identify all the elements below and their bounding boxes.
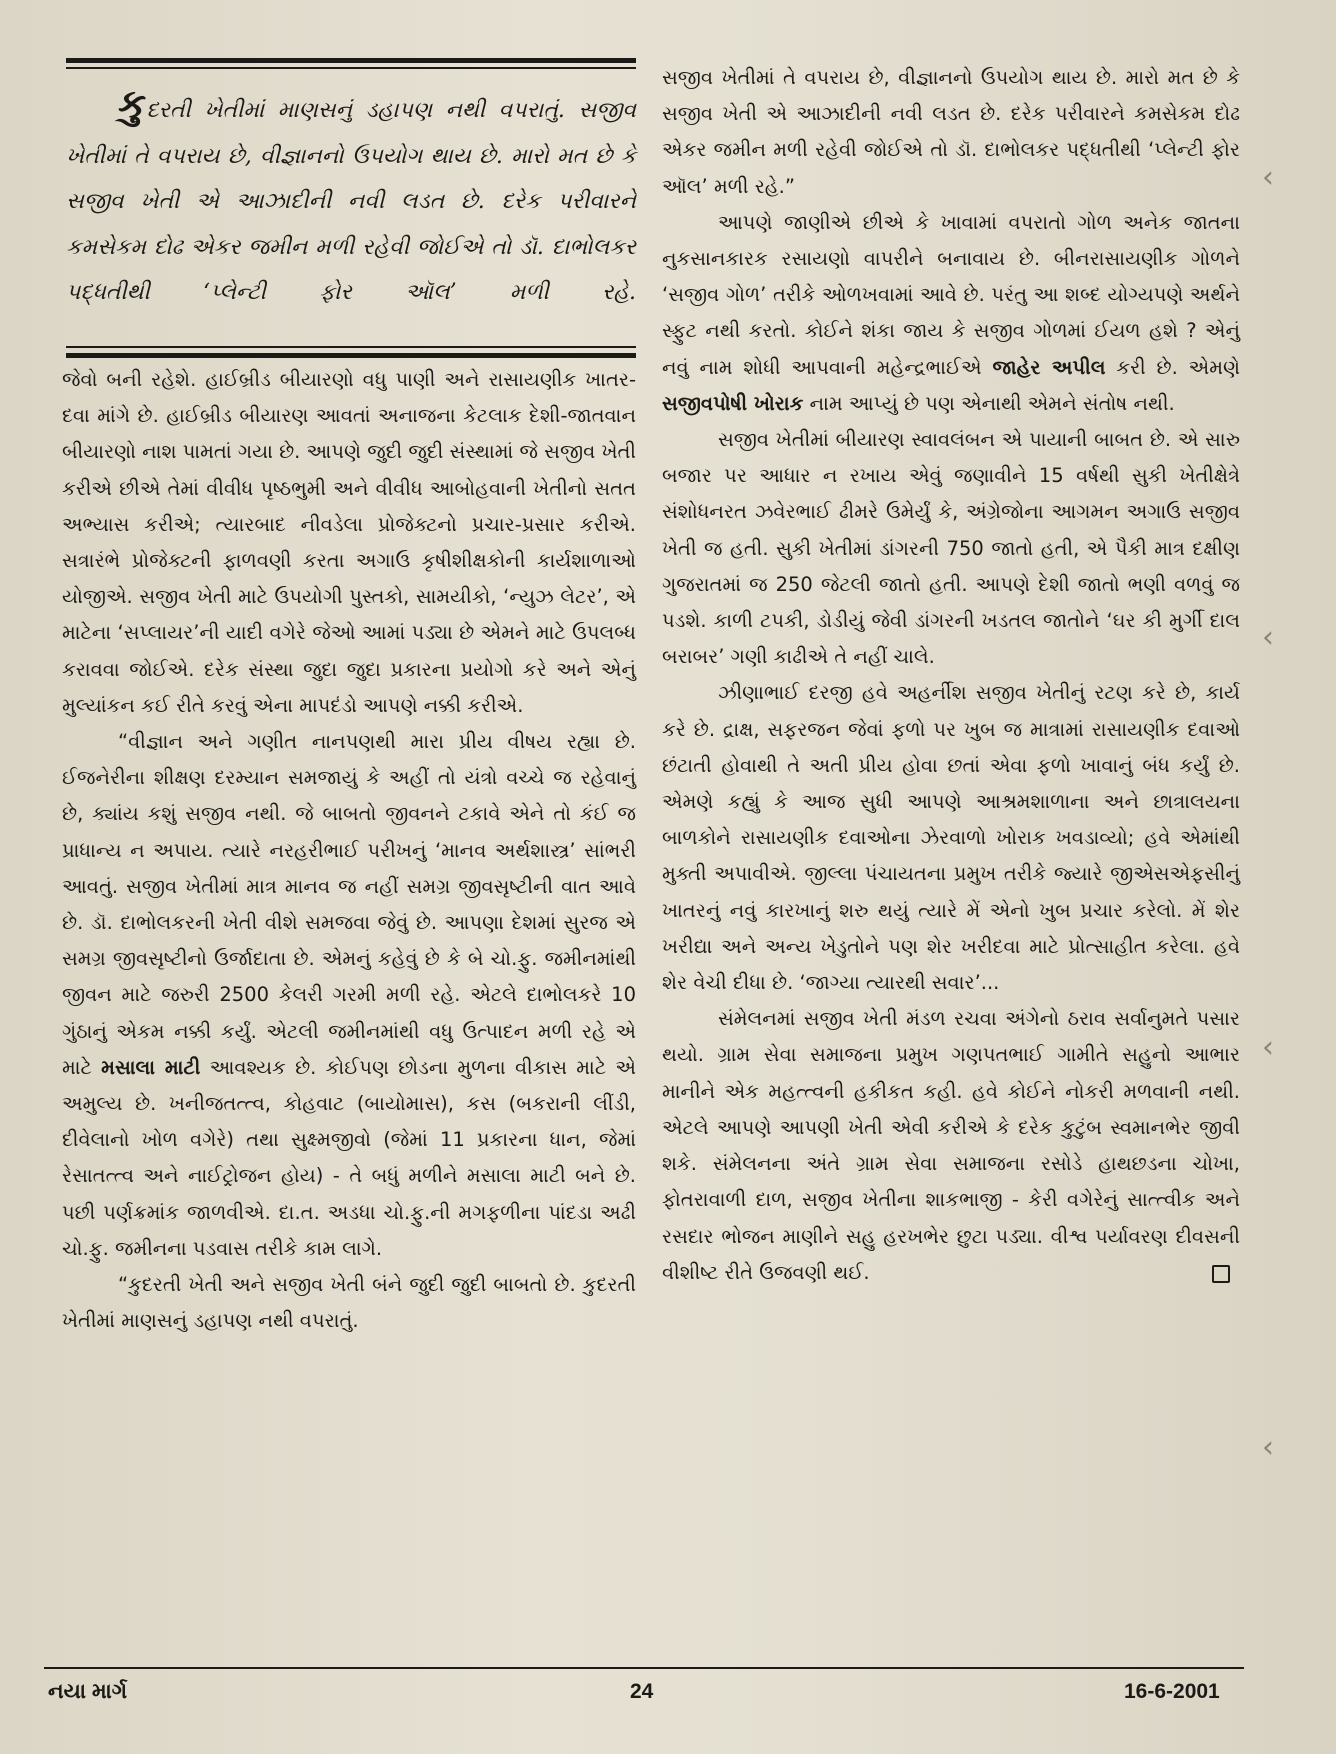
punch-hole-mark-icon: ‹ (1262, 1430, 1274, 1465)
text-run: કરી છે. એમણે (1116, 355, 1240, 379)
pull-quote-bottom-rule (66, 353, 636, 358)
text-run: આવશ્યક છે. કોઈપણ છોડના મુળના વીકાસ માટે એ અમુલ્ય છે. ખનીજતત્ત્વ, કોહવાટ (બાયોમાસ), કસ (બકરાની લીંડી, દીવેલાનો ખોળ વગેરે) તથા સુક્ષ્મજીવો (જેમાં 11 પ્રકારના ધાન, જેમાં રેસાતત્ત્વ અને નાઈટ્રોજન હોય) - તે બધું મળીને મસાલા માટી બને છે. પછી પર્ણક્રમાંક જાળવીએ. દા.ત. અડધા ચો.ફુ.ની મગફળીના પાંદડા અઢી ચો.ફુ. જમીનના પડવાસ તરીકે કામ લાગે. (62, 1055, 637, 1260)
bold-term: જાહેર અપીલ (992, 355, 1106, 379)
footer-rule (44, 1667, 1244, 1669)
pull-quote-bottom-rule-thin (66, 346, 636, 348)
magazine-name: નયા માર્ગ (48, 1680, 128, 1703)
bold-term: મસાલા માટી (101, 1055, 201, 1079)
text-run: નામ આપ્યું છે પણ એનાથી એમને સંતોષ નથી. (809, 391, 1175, 415)
paragraph: ઝીણાભાઈ દરજી હવે અહર્નીશ સજીવ ખેતીનું રટણ કરે છે, કાર્ય કરે છે. દ્રાક્ષ, સફરજન જેવાં ફળો પર ખુબ જ માત્રામાં રાસાયણીક દવાઓ છંટાતી હોવાથી તે અતી પ્રીય હોવા છતાં એવા ફળો ખાવાનું બંધ કર્યું છે. એમણે કહ્યું કે આજ સુધી આપણે આશ્રમશાળાના અને છાત્રાલયના બાળકોને રાસાયણીક દવાઓના ઝેરવાળો ખોરાક ખવડાવ્યો; હવે એમાંથી મુક્તી અપાવીએ. જીલ્લા પંચાયતના પ્રમુખ તરીકે જ્યારે જીએસએફસીનું ખાતરનું નવું કારખાનું શરુ થયું ત્યારે મેં એનો ખુબ પ્રચાર કરેલો. મેં શેર ખરીદ્યા અને અન્ય ખેડુતોને પણ શેર ખરીદવા માટે પ્રોત્સાહીત કરેલા. હવે શેર વેચી દીધા છે. ‘જાગ્યા ત્યારથી સવાર’... (662, 681, 1240, 995)
drop-cap: કુ (118, 80, 147, 127)
punch-hole-mark-icon: ‹ (1262, 620, 1274, 655)
paragraph (662, 205, 1240, 422)
bold-term: સજીવપોષી ખોરાક (662, 391, 804, 415)
pull-quote-top-rule-thin (66, 67, 636, 69)
issue-date: 16-6-2001 (1124, 1680, 1220, 1703)
pull-quote-top-rule (66, 58, 636, 63)
paragraph (62, 724, 636, 1267)
text-run: આપણે જાણીએ છીએ કે ખાવામાં વપરાતો ગોળ અનેક જાતના નુકસાનકારક રસાયણો વાપરીને બનાવાય છે. બીનરાસાયણીક ગોળને ‘સજીવ ગોળ’ તરીકે ઓળખવામાં આવે છે. પરંતુ આ શબ્દ યોગ્યપણે અર્થને સ્ફુટ નથી કરતો. કોઈને શંકા જાય કે સજીવ ગોળમાં ઈયળ હશે ? એનું નવું નામ શોધી આપવાની મહેન્દ્રભાઈએ (662, 210, 1240, 379)
right-column (662, 60, 1240, 1291)
paragraph: જેવો બની રહેશે. હાઈબ્રીડ બીયારણો વધુ પાણી અને રાસાયણીક ખાતર-દવા માંગે છે. હાઈબ્રીડ બીયારણ આવતાં અનાજના કેટલાક દેશી-જાતવાન બીયારણો નાશ પામતાં ગયા છે. આપણે જુદી જુદી સંસ્થામાં જે સજીવ ખેતી કરીએ છીએ તેમાં વીવીધ પૃષ્ઠભુમી અને વીવીધ આબોહવાની ખેતીનો સતત અભ્યાસ કરીએ; ત્યારબાદ નીવડેલા પ્રોજેક્ટનો પ્રચાર-પ્રસાર કરીએ. સત્રારંભે પ્રોજેક્ટની ફાળવણી કરતા અગાઉ કૃષીશીક્ષકોની કાર્યશાળાઓ યોજીએ. સજીવ ખેતી માટે ઉપયોગી પુસ્તકો, સામયીકો, ‘ન્યુઝ લેટર’, એ માટેના ‘સપ્લાયર’ની યાદી વગેરે જેઓ આમાં પડ્યા છે એમને માટે ઉપલબ્ધ કરાવવા જોઈએ. દરેક સંસ્થા જુદા જુદા પ્રકારના પ્રયોગો કરે અને એનું મુલ્યાંકન કઈ રીતે કરવું એના માપદંડો આપણે નક્કી કરીએ. (62, 368, 636, 717)
text-run: “વીજ્ઞાન અને ગણીત નાનપણથી મારા પ્રીય વીષય રહ્યા છે. ઈજનેરીના શીક્ષણ દરમ્યાન સમજાયું કે અહીં તો યંત્રો વચ્ચે જ રહેવાનું છે, ક્યાંય કશું સજીવ નથી. જે બાબતો જીવનને ટકાવે એને તો કંઈ જ પ્રાધાન્ય ન અપાય. ત્યારે નરહરીભાઈ પરીખનું ‘માનવ અર્થશાસ્ત્ર’ સાંભરી આવતું. સજીવ ખેતીમાં માત્ર માનવ જ નહીં સમગ્ર જીવસૃષ્ટીની વાત આવે છે. ડૉ. દાભોલકરની ખેતી વીશે સમજવા જેવું છે. આપણા દેશમાં સુરજ એ સમગ્ર જીવસૃષ્ટીનો ઉર્જાદાતા છે. એમનું કહેવું છે કે બે ચો.ફુ. જમીનમાંથી જીવન માટે જરુરી 2500 કેલરી ગરમી મળી રહે. એટલે દાભોલકરે 10 ગુંઠાનું એકમ નક્કી કર્યું. એટલી જમીનમાંથી વધુ ઉત્પાદન મળી રહે એ માટે (62, 730, 636, 1079)
page-number: 24 (630, 1680, 654, 1703)
end-of-article-icon (1212, 1265, 1230, 1283)
paragraph: સજીવ ખેતીમાં તે વપરાય છે, વીજ્ઞાનનો ઉપયોગ થાય છે. મારો મત છે કે સજીવ ખેતી એ આઝાદીની નવી લડત છે. દરેક પરીવારને કમસેકમ દોઢ એકર જમીન મળી રહેવી જોઈએ તો ડૉ. દાભોલકર પદ્ધતીથી ‘પ્લેન્ટી ફોર ઑલ’ મળી રહે.” (662, 66, 1240, 198)
paragraph (662, 1001, 1240, 1291)
pull-quote-body: દરતી ખેતીમાં માણસનું ડહાપણ નથી વપરાતું. સજીવ ખેતીમાં તે વપરાય છે, વીજ્ઞાનનો ઉપયોગ થાય છે. મારો મત છે કે સજીવ ખેતી એ આઝાદીની નવી લડત છે. દરેક પરીવારને કમસેકમ દોઢ એકર જમીન મળી રહેવી જોઈએ તો ડૉ. દાભોલકર પદ્ધતીથી ‘પ્લેન્ટી ફોર ઑલ’ મળી રહે. (66, 98, 636, 305)
paragraph: “કુદરતી ખેતી અને સજીવ ખેતી બંને જુદી જુદી બાબતો છે. કુદરતી ખેતીમાં માણસનું ડહાપણ નથી વપરાતું. (62, 1273, 636, 1333)
punch-hole-mark-icon: ‹ (1262, 160, 1274, 195)
text-run: સંમેલનમાં સજીવ ખેતી મંડળ રચવા અંગેનો ઠરાવ સર્વાનુમતે પસાર થયો. ગ્રામ સેવા સમાજના પ્રમુખ ગણપતભાઈ ગામીતે સહુનો આભાર માનીને એક મહત્ત્વની હકીકત કહી. હવે કોઈને નોકરી મળવાની નથી. એટલે આપણે આપણી ખેતી એવી કરીએ કે દરેક કુટુંબ સ્વમાનભેર જીવી શકે. સંમેલનના અંતે ગ્રામ સેવા સમાજના રસોડે હાથછડના ચોખા, ફોતરાવાળી દાળ, સજીવ ખેતીના શાકભાજી - કેરી વગેરેનું સાત્ત્વીક અને રસદાર ભોજન માણીને સહુ હરખભેર છુટા પડ્યા. વીશ્વ પર્યાવરણ દીવસની વીશીષ્ટ રીતે ઉજવણી થઈ. (662, 1007, 1240, 1284)
pull-quote-text (66, 80, 636, 316)
left-column (62, 362, 636, 1339)
punch-hole-mark-icon: ‹ (1262, 1030, 1274, 1065)
paragraph: સજીવ ખેતીમાં બીયારણ સ્વાવલંબન એ પાયાની બાબત છે. એ સારુ બજાર પર આધાર ન રખાય એવું જણાવીને 15 વર્ષથી સુકી ખેતીક્ષેત્રે સંશોધનરત ઝવેરભાઈ ઢીમરે ઉમેર્યું કે, અંગ્રેજોના આગમન અગાઉ સજીવ ખેતી જ હતી. સુકી ખેતીમાં ડાંગરની 750 જાતો હતી, એ પૈકી માત્ર દક્ષીણ ગુજરાતમાં જ 250 જેટલી જાતો હતી. આપણે દેશી જાતો ભણી વળવું જ પડશે. કાળી ટપકી, ડોડીયું જેવી ડાંગરની ખડતલ જાતોને ‘ઘર કી મુર્ગી દાલ બરાબર’ ગણી કાઢીએ તે નહીં ચાલે. (662, 428, 1240, 669)
pull-quote (66, 58, 636, 358)
